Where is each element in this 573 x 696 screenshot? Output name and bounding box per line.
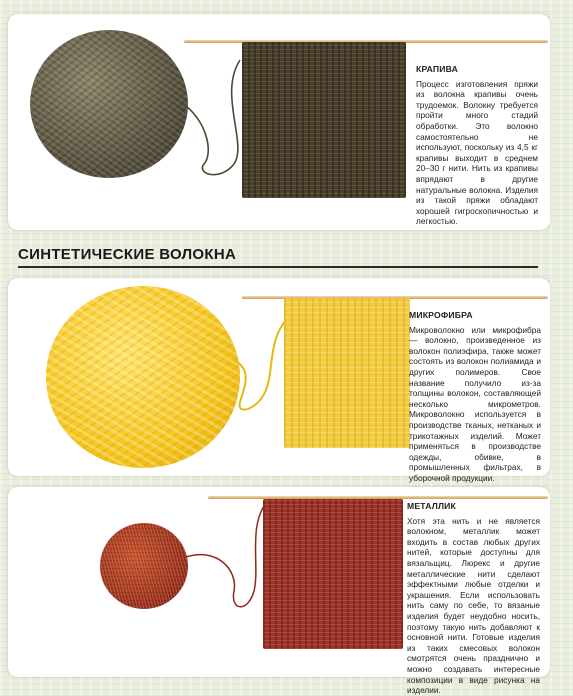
nettle-description	[416, 64, 538, 227]
metallic-knitted-swatch	[263, 499, 403, 649]
nettle-knitted-swatch	[242, 42, 406, 198]
card-metallic	[8, 487, 550, 696]
nettle-heading: КРАПИВА	[416, 64, 459, 74]
microfiber-heading: МИКРОФИБРА	[409, 310, 473, 320]
microfiber-body: Микроволокно или микрофибра — волокно, произведенное из волокон полиэфира, также может состоять из волокон полиамида и других полимеров. Свое название получило из-за толщины волокон, составляющей несколько микрометров. Микроволокно используется в производстве тканых, нетканых и трикотажных изделий. Может применяться в производстве одежды, обивке, в промышленных фильтрах, в уборочной продукции.	[409, 324, 541, 483]
card-nettle	[8, 14, 550, 230]
microfiber-knitted-swatch	[284, 298, 410, 448]
metallic-description	[407, 501, 540, 696]
section-title-synthetic: СИНТЕТИЧЕСКИЕ ВОЛОКНА	[18, 246, 538, 268]
card-microfiber	[8, 278, 550, 483]
metallic-heading: МЕТАЛЛИК	[407, 501, 456, 511]
microfiber-description	[409, 310, 541, 484]
nettle-body: Процесс изготовления пряжи из волокна крапивы очень трудоемок. Волокну требуется пройти много стадий обработки. Это волокно самостоятельно не используют, поскольку из 4,5 кг крапивы выходит в среднем 20–30 г нити. Нить из крапивы впрядают в другие натуральные волокна. Изделия из такой пряжи обладают хорошей гигроскопичностью и легкостью.	[416, 78, 538, 227]
metallic-body: Хотя эта нить и не является волокном, металлик может входить в состав любых других нитей, которые доступны для вязальщиц. Люрекс и другие металлические нити сделают эффектными любые отделки и украшения. Если использовать нить саму по себе, то вязаные изделия будет неудобно носить, поэтому такую нить добавляют к основной нити. Готовые изделия из таких смесовых волокон смотрятся очень празднично и можно создавать интересные композиции в виде рисунка на изделии.	[407, 515, 540, 696]
